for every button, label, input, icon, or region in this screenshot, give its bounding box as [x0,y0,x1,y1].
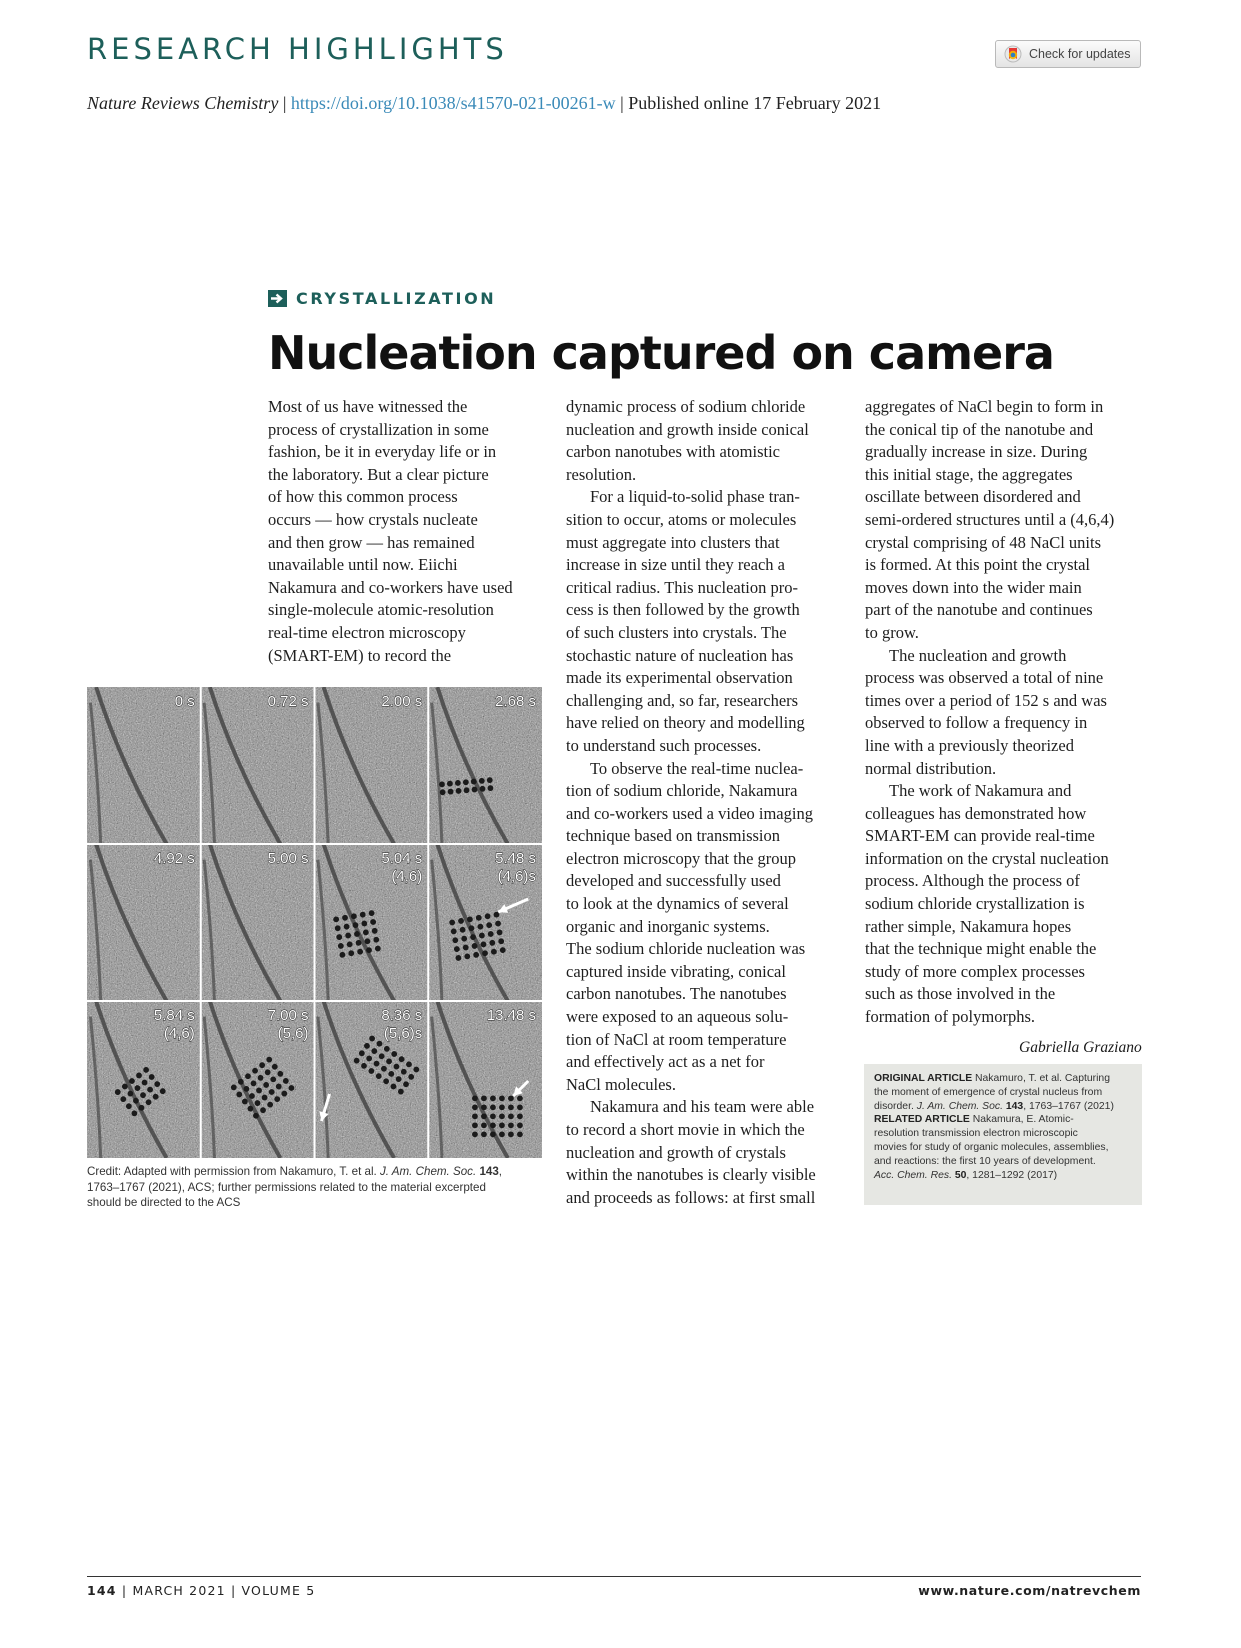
frame-time-label: 0 s [174,693,195,710]
text-line: For a liquid-to-solid phase tran- [590,487,800,507]
text-line: colleagues has demonstrated how [865,803,1087,823]
text-line: real-time electron microscopy [268,622,466,642]
text-line: times over a period of 152 s and was [865,690,1107,710]
frame-time-label: 4.92 s [153,850,195,867]
frame-time-label: 5.84 s [153,1007,195,1024]
ref-line [874,1100,1142,1114]
atom-dot [472,1122,478,1128]
text-line: formation of polymorphs. [865,1007,1036,1027]
text-line: were exposed to an aqueous solu- [566,1007,789,1027]
footer-rule [87,1576,1141,1577]
text-line: developed and successfully used [566,871,781,891]
text-line: (SMART-EM) to record the [268,645,452,665]
atom-dot [508,1095,514,1101]
ref-journal: Acc. Chem. Res. [874,1169,952,1181]
text-line: tion of sodium chloride, Nakamura [566,781,798,801]
text-line: unavailable until now. Eiichi [268,555,458,575]
atom-dot [481,1131,487,1137]
atom-dot [490,1104,496,1110]
atom-dot [499,1113,505,1119]
ref-volume: 143 [1005,1100,1024,1112]
text-line: sition to occur, atoms or molecules [566,509,797,529]
text-line: SMART-EM can provide real-time [865,826,1095,846]
credit-journal: J. Am. Chem. Soc. [379,1165,477,1178]
ref-journal: J. Am. Chem. Soc. [916,1100,1003,1112]
text-line: The sodium chloride nucleation was [566,939,806,959]
ref-line [874,1169,1142,1183]
text-line: to grow. [865,622,919,642]
frame-time-label: 2.00 s [381,693,423,710]
frame-time-label: 5.00 s [267,850,309,867]
text-line: within the nanotubes is clearly visible [566,1165,816,1185]
credit-text: , [498,1165,503,1178]
text-line: to record a short movie in which the [566,1120,805,1139]
ref-text: Nakamura, E. Atomic- [969,1114,1074,1126]
text-line: moves down into the wider main [865,577,1082,597]
ref-text: the moment of emergence of crystal nucleus from [874,1086,1103,1098]
atom-dot [499,1104,505,1110]
atom-dot [481,1113,487,1119]
atom-dot [517,1131,523,1137]
atom-dot [517,1104,523,1110]
text-line: and effectively act as a net for [566,1052,765,1072]
ref-line [874,1141,1142,1155]
atom-dot [508,1104,514,1110]
credit-volume: 143 [479,1165,499,1178]
frame-crystal-label: (4,6)s [497,868,536,885]
frame-time-label: 2.68 s [495,693,536,710]
text-line: nucleation and growth inside conical [566,419,809,439]
body-column-1 [268,396,548,667]
article-title: Nucleation captured on camera [268,326,1054,380]
ref-text: Nakamuro, T. et al. Capturing [972,1073,1110,1084]
text-line: critical radius. This nucleation pro- [566,577,798,597]
text-line: The work of Nakamura and [889,781,1072,801]
text-line: have relied on theory and modelling [566,713,805,733]
frame-crystal-label: (5,6) [277,1025,309,1042]
text-line: Nakamura and co-workers have used [268,577,513,597]
text-line: organic and inorganic systems. [566,916,770,936]
text-line: sodium chloride crystallization is [865,894,1085,914]
text-line: stochastic nature of nucleation has [566,645,794,665]
frame-crystal-label: (4,6) [391,868,423,885]
atom-dot [472,1095,478,1101]
text-line: to understand such processes. [566,735,762,755]
ref-pages: , 1763–1767 (2021) [1023,1100,1114,1112]
text-line: tion of NaCl at room temperature [566,1029,787,1049]
check-for-updates-label: Check for updates [1029,47,1131,61]
text-line: that the technique might enable the [865,939,1097,959]
arrow-icon [268,290,287,307]
related-article-label: RELATED ARTICLE [874,1114,970,1126]
text-line: oscillate between disordered and [865,487,1081,507]
atom-dot [481,1095,487,1101]
ref-pages: , 1281–1292 (2017) [966,1169,1058,1181]
text-line: technique based on transmission [566,826,781,846]
text-line: process was observed a total of nine [865,668,1104,688]
ref-text: and reactions: the first 10 years of development. [874,1155,1096,1167]
body-column-3 [865,396,1145,1029]
text-line: cess is then followed by the growth [566,600,800,620]
atom-dot [499,1131,505,1137]
credit-line [87,1164,502,1180]
text-line: increase in size until they reach a [566,555,785,575]
atom-dot [472,1104,478,1110]
text-line: of such clusters into crystals. The [566,622,787,642]
crossmark-icon [1004,45,1022,63]
text-line: and proceeds as follows: at first small [566,1187,816,1207]
text-line: of how this common process [268,487,458,507]
text-line: such as those involved in the [865,984,1056,1004]
text-line: The nucleation and growth [889,645,1067,665]
text-line: information on the crystal nucleation [865,848,1109,868]
frame-time-label: 8.36 s [381,1007,423,1024]
original-article-ref [874,1072,1142,1086]
figure-credit [87,1164,502,1211]
frame-time-label: 7.00 s [267,1007,309,1024]
text-line: rather simple, Nakamura hopes [865,916,1072,936]
text-line: captured inside vibrating, conical [566,961,786,981]
atom-dot [490,1095,496,1101]
atom-dot [499,1095,505,1101]
text-line: carbon nanotubes. The nanotubes [566,984,787,1004]
separator: | [615,93,629,113]
text-line: this initial stage, the aggregates [865,464,1073,484]
text-line: and then grow — has remained [268,532,475,552]
text-line: dynamic process of sodium chloride [566,397,806,416]
text-line: aggregates of NaCl begin to form in [865,397,1104,416]
text-line: nucleation and growth of crystals [566,1142,786,1162]
separator: | [278,93,291,113]
tem-image-svg [87,687,542,1158]
text-line: observed to follow a frequency in [865,713,1088,733]
atom-dot [490,1113,496,1119]
original-article-label: ORIGINAL ARTICLE [874,1073,973,1084]
check-for-updates-button[interactable] [995,40,1141,68]
text-line: line with a previously theorized [865,735,1074,755]
frame-time-label: 5.48 s [495,850,536,867]
ref-text: resolution transmission electron microscopic [874,1128,1078,1140]
atom-dot [481,1122,487,1128]
text-line: made its experimental observation [566,668,793,688]
text-line: electron microscopy that the group [566,848,797,868]
atom-dot [508,1113,514,1119]
atom-dot [490,1131,496,1137]
atom-dot [481,1104,487,1110]
frame-time-label: 0.72 s [267,693,309,710]
ref-line [874,1086,1142,1100]
text-line: part of the nanotube and continues [865,600,1093,620]
footer-page-info [87,1583,315,1598]
topic-label [268,289,496,308]
page-number: 144 [87,1583,117,1598]
text-line: challenging and, so far, researchers [566,690,799,710]
text-line: Nakamura and his team were able [590,1097,815,1117]
credit-line: should be directed to the ACS [87,1196,241,1210]
ref-volume: 50 [954,1169,967,1181]
atom-dot [508,1122,514,1128]
ref-text: disorder. [874,1100,917,1112]
atom-dot [508,1131,514,1137]
atom-dot [517,1113,523,1119]
atom-dot [499,1122,505,1128]
footer-url[interactable]: www.nature.com/natrevchem [918,1583,1141,1598]
ref-line [874,1127,1142,1141]
text-line: and co-workers used a video imaging [566,803,813,823]
ref-text: movies for study of organic molecules, assemblies, [874,1141,1109,1153]
text-line: normal distribution. [865,758,997,778]
text-line: Most of us have witnessed the [268,397,468,416]
section-title: RESEARCH HIGHLIGHTS [87,32,508,66]
frame-time-label: 5.04 s [381,850,423,867]
tem-image-grid [87,687,542,1158]
doi-link[interactable]: https://doi.org/10.1038/s41570-021-00261-w [290,93,616,113]
ref-line [874,1155,1142,1169]
text-line: resolution. [566,464,637,484]
text-line: occurs — how crystals nucleate [268,509,478,529]
text-line: must aggregate into clusters that [566,532,780,552]
body-column-2 [566,396,846,1209]
atom-dot [490,1122,496,1128]
text-line: process. Although the process of [865,871,1080,891]
text-line: study of more complex processes [865,961,1085,981]
atom-dot [472,1131,478,1137]
text-line: process of crystallization in some [268,419,489,439]
text-line: crystal comprising of 48 NaCl units [865,532,1102,552]
text-line: To observe the real-time nuclea- [590,758,804,778]
topic-text: CRYSTALLIZATION [296,289,497,308]
text-line: the conical tip of the nanotube and [865,419,1094,439]
frame-time-label: 13.48 s [486,1007,536,1024]
atom-dot [517,1095,523,1101]
frame-crystal-label: (5,6)s [383,1025,423,1042]
text-line: single-molecule atomic-resolution [268,600,494,620]
frame-crystal-label: (4,6) [163,1025,195,1042]
related-article-ref [874,1113,1142,1127]
text-line: fashion, be it in everyday life or in [268,442,497,462]
text-line: carbon nanotubes with atomistic [566,442,780,462]
credit-text: Credit: Adapted with permission from Nakamuro, T. et al. [87,1165,380,1178]
atom-dot [517,1122,523,1128]
text-line: gradually increase in size. During [865,442,1088,462]
references-box [864,1064,1142,1205]
text-line: is formed. At this point the crystal [865,555,1091,575]
text-line: to look at the dynamics of several [566,894,789,914]
published-date: Published online 17 February 2021 [628,93,882,113]
author-signature: Gabriella Graziano [1019,1039,1142,1056]
issue-info: | MARCH 2021 | VOLUME 5 [116,1583,316,1598]
atom-dot [472,1113,478,1119]
text-line: semi-ordered structures until a (4,6,4) [865,509,1115,529]
publication-line [87,93,881,114]
text-line: the laboratory. But a clear picture [268,464,489,484]
journal-name: Nature Reviews Chemistry [87,93,279,113]
credit-line: 1763–1767 (2021), ACS; further permissions related to the material excerpted [87,1180,486,1194]
text-line: NaCl molecules. [566,1074,676,1094]
